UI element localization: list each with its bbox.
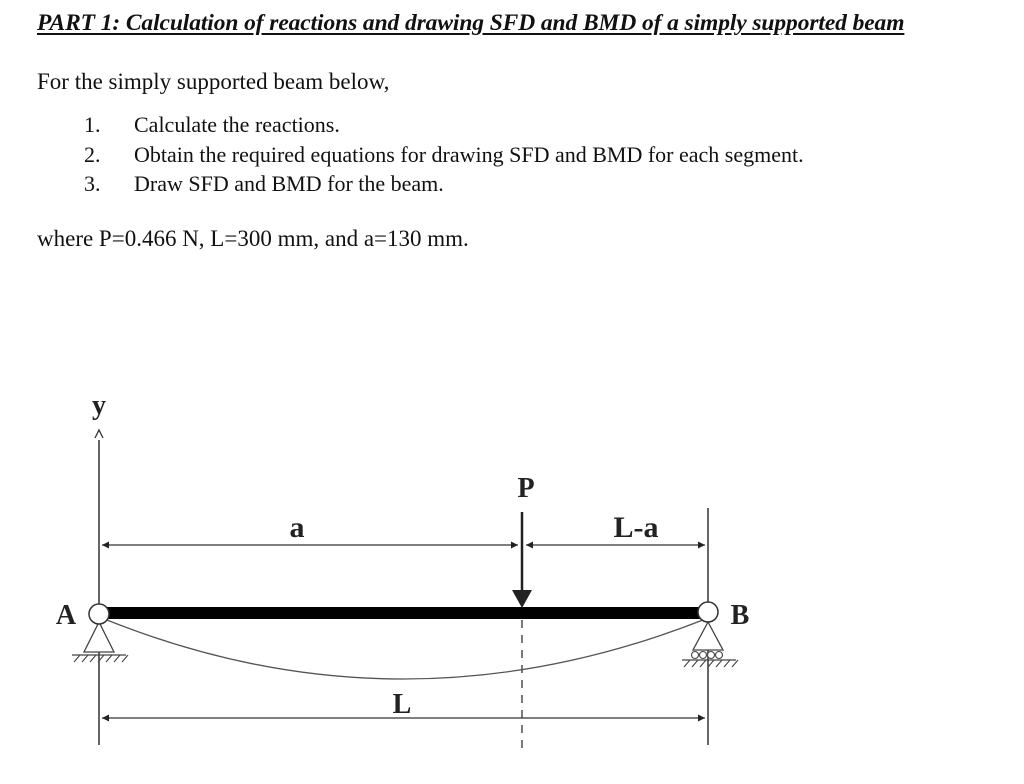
dimension-a-label: a xyxy=(289,511,305,544)
dimension-l-label: L xyxy=(392,689,412,720)
y-axis-arrow-icon xyxy=(95,430,103,438)
dimension-l-a-label: L-a xyxy=(613,511,659,544)
task-text: Draw SFD and BMD for the beam. xyxy=(134,171,444,196)
support-a-label: A xyxy=(55,600,77,631)
task-number: 3. xyxy=(84,171,101,196)
load-p-label: P xyxy=(517,473,535,504)
task-number: 2. xyxy=(84,141,101,167)
task-text: Obtain the required equations for drawing SFD and BMD for each segment. xyxy=(134,141,804,167)
task-number: 1. xyxy=(84,112,101,137)
task-text: Calculate the reactions. xyxy=(134,112,340,137)
load-arrow-icon xyxy=(512,590,532,608)
deflection-curve xyxy=(102,618,708,679)
intro-text: For the simply supported beam below, xyxy=(37,69,390,94)
page-title: PART 1: Calculation of reactions and drawing SFD and BMD of a simply supported beam xyxy=(37,10,905,36)
support-b-label: B xyxy=(730,600,750,631)
parameters-text: where P=0.466 N, L=300 mm, and a=130 mm. xyxy=(37,226,469,251)
y-axis-label: y xyxy=(92,390,106,421)
beam xyxy=(105,607,705,619)
